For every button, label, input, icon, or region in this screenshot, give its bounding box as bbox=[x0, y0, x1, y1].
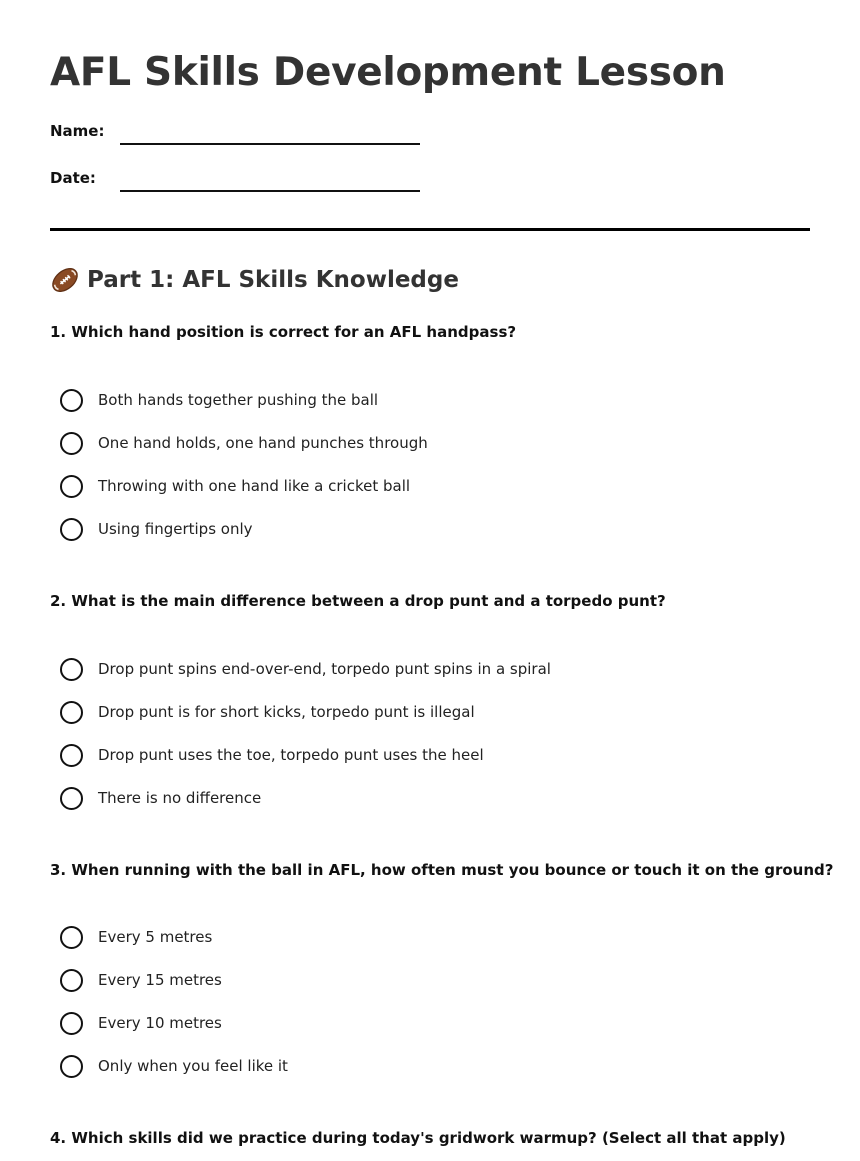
option-q2-a[interactable] bbox=[60, 656, 551, 682]
option-label: There is no difference bbox=[98, 789, 262, 807]
radio-button[interactable] bbox=[60, 432, 83, 455]
question-text: 1. Which hand position is correct for an AFL handpass? bbox=[50, 323, 517, 341]
option-label: Both hands together pushing the ball bbox=[98, 391, 379, 409]
option-q3-c[interactable] bbox=[60, 1010, 222, 1036]
name-label: Name: bbox=[50, 122, 105, 140]
radio-button[interactable] bbox=[60, 969, 83, 992]
option-q1-a[interactable] bbox=[60, 387, 378, 413]
option-q1-b[interactable] bbox=[60, 430, 428, 456]
page-title: AFL Skills Development Lesson bbox=[50, 50, 726, 95]
option-label: Every 10 metres bbox=[98, 1014, 222, 1032]
header-divider bbox=[50, 228, 810, 231]
radio-button[interactable] bbox=[60, 658, 83, 681]
radio-button[interactable] bbox=[60, 701, 83, 724]
radio-button[interactable] bbox=[60, 475, 83, 498]
option-label: Every 15 metres bbox=[98, 971, 222, 989]
question-text: 4. Which skills did we practice during today's gridwork warmup? (Select all that apply) bbox=[50, 1129, 786, 1147]
option-q3-a[interactable] bbox=[60, 924, 212, 950]
date-field[interactable] bbox=[120, 190, 420, 192]
name-field-row bbox=[50, 120, 450, 150]
option-q3-d[interactable] bbox=[60, 1053, 288, 1079]
radio-button[interactable] bbox=[60, 1012, 83, 1035]
option-q2-d[interactable] bbox=[60, 785, 261, 811]
option-label: Using fingertips only bbox=[98, 520, 253, 538]
option-q1-c[interactable] bbox=[60, 473, 410, 499]
question-text: 2. What is the main difference between a drop punt and a torpedo punt? bbox=[50, 592, 666, 610]
option-label: Only when you feel like it bbox=[98, 1057, 288, 1075]
option-q2-b[interactable] bbox=[60, 699, 475, 725]
date-label: Date: bbox=[50, 169, 96, 187]
option-q2-c[interactable] bbox=[60, 742, 484, 768]
section-heading-text: Part 1: AFL Skills Knowledge bbox=[87, 267, 459, 293]
radio-button[interactable] bbox=[60, 926, 83, 949]
option-label: Every 5 metres bbox=[98, 928, 213, 946]
radio-button[interactable] bbox=[60, 787, 83, 810]
football-icon bbox=[50, 265, 80, 295]
radio-button[interactable] bbox=[60, 744, 83, 767]
question-text: 3. When running with the ball in AFL, how often must you bounce or touch it on the ground? bbox=[50, 861, 834, 879]
radio-button[interactable] bbox=[60, 389, 83, 412]
section-heading-part1 bbox=[50, 265, 459, 295]
option-label: One hand holds, one hand punches through bbox=[98, 434, 428, 452]
option-label: Drop punt uses the toe, torpedo punt uses the heel bbox=[98, 746, 484, 764]
name-field[interactable] bbox=[120, 143, 420, 145]
date-field-row bbox=[50, 167, 450, 197]
option-q1-d[interactable] bbox=[60, 516, 253, 542]
option-label: Throwing with one hand like a cricket ball bbox=[98, 477, 411, 495]
option-q3-b[interactable] bbox=[60, 967, 222, 993]
option-label: Drop punt is for short kicks, torpedo punt is illegal bbox=[98, 703, 475, 721]
radio-button[interactable] bbox=[60, 1055, 83, 1078]
radio-button[interactable] bbox=[60, 518, 83, 541]
option-label: Drop punt spins end-over-end, torpedo punt spins in a spiral bbox=[98, 660, 551, 678]
